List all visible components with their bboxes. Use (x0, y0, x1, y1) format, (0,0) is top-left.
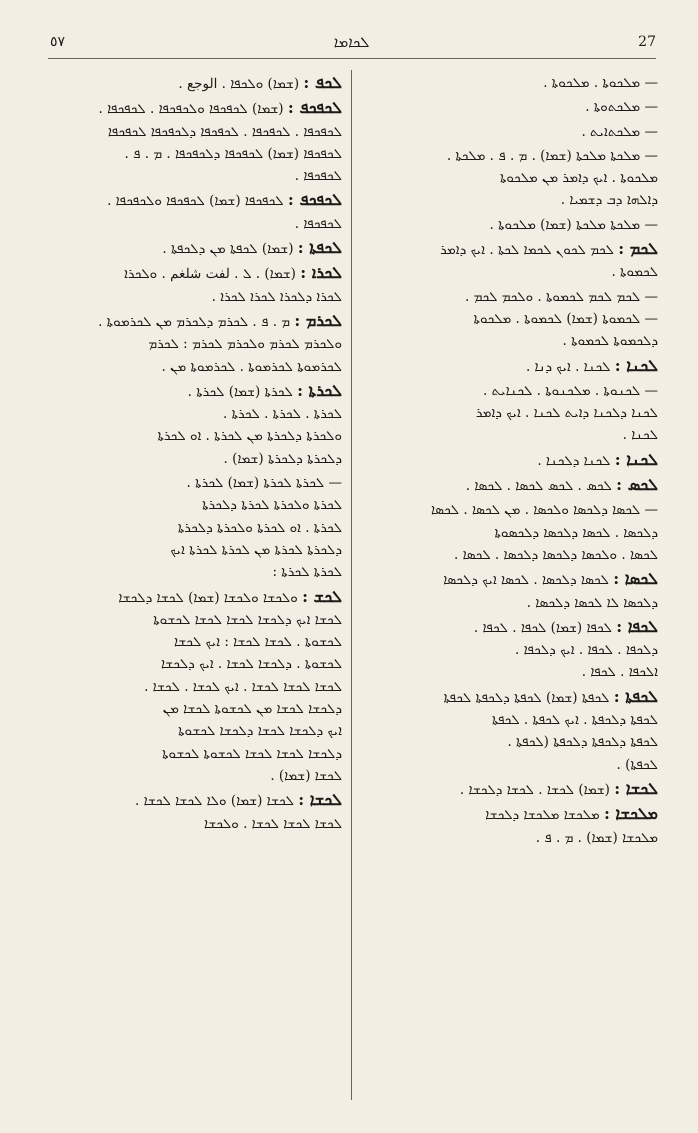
entry-line (370, 731, 658, 753)
entry-text: ܠܟܦܟܦܐ . ܠܟܦܟܦܐ . ܠܟܦܟܦܐ ܕܠܟܦܟܦܐ ܠܟܦܟܦܐ (107, 123, 342, 140)
entry-line (370, 308, 658, 330)
entry-headword: ܠܟܪܬܐ : (297, 380, 342, 400)
entry-text: ܠܟܢܐ . ܐܝܟ ܕܢܐ . (525, 358, 611, 375)
entry-line (54, 813, 342, 835)
entry-line (54, 472, 342, 494)
dictionary-entry (54, 310, 342, 378)
entry-text: ܠܟܦܟܦܐ . (294, 215, 342, 232)
entry-line (54, 165, 342, 187)
entry-text: ܕܠܟܫܐ ܠܟܫܐ ܠܟܫܐ ܠܟܫܘܬܐ ܠܟܫܘܬܐ (162, 745, 342, 762)
entry-text: ܠܟܡ ܠܟܘܢ ܠܟܡܐ ܠܟܬܐ . ܐܝܟ ܕܐܡܪ (440, 242, 614, 259)
entry-text: — ܡܠܟܬܘܬܐ . (585, 99, 658, 116)
entry-line (370, 214, 658, 236)
dictionary-entry (54, 586, 342, 788)
dictionary-entry (370, 499, 658, 566)
entry-line (370, 639, 658, 661)
entry-line (54, 333, 342, 355)
entry-text: ܘܠܟܪܬܐ ܕܠܟܪܬܐ ܡܢ ܠܟܪܬܐ . ܐܘ ܠܟܪܬܐ (157, 428, 342, 445)
entry-text: ܐܠܟܦܐ . ܠܟܦܐ . (581, 664, 658, 681)
right-column (370, 72, 658, 851)
entry-headword: ܠܟܫܐ : (614, 778, 658, 798)
entry-text: ܠܟܢܐ ܕܠܟܢܐ . (537, 452, 611, 469)
entry-text: ܠܟܦܬܐ (ܫܡܐ) ܠܟܦܬܐ ܕܠܟܦܬܐ ܠܟܦܬܐ (443, 689, 610, 706)
entry-text: ܠܟܪܬܐ (ܫܡܐ) ܠܟܪܬܐ . (187, 383, 293, 400)
entry-line (54, 189, 342, 212)
entry-headword: ܠܟܦܬܐ : (297, 238, 342, 258)
entry-line (54, 494, 342, 516)
entry-line (54, 356, 342, 378)
entry-text: ܡܠܟܘܬܐ . ܐܝܟ ܕܐܡܪ ܡܢ ܡܠܟܘܬܐ (499, 170, 658, 187)
entry-text: ܐܝܟ ܕܠܟܫܐ ܠܟܫܐ ܕܠܟܫܐ ܠܟܫܘܬܐ (178, 723, 342, 740)
dictionary-entry (370, 803, 658, 849)
entry-text: ܠܟܫܐ (ܫܡܐ) . (270, 767, 342, 784)
entry-line (54, 676, 342, 698)
entry-text: — ܡܠܟܘܬܐ . ܡܠܟܘܬܐ . (543, 75, 658, 91)
dictionary-entry (54, 262, 342, 308)
entry-line (54, 517, 342, 539)
entry-line (370, 449, 658, 472)
entry-text: ܠܟܫܘܬܐ . ܠܟܫܐ ܠܟܫܐ : ܐܝܟ ܠܟܫܐ (174, 634, 342, 651)
dictionary-entry (370, 449, 658, 472)
entry-line (370, 544, 658, 566)
entry-headword: ܠܟܦ : (303, 73, 342, 92)
entry-text: ܠܟܦܬܐ ܕܠܟܦܬܐ ܕܠܟܦܬܐ (ܠܟܦܬܐ . (507, 734, 658, 751)
entry-line (54, 586, 342, 609)
dictionary-entry (54, 472, 342, 583)
entry-text: — ܡܠܟܬܐܝܬ . (581, 123, 658, 140)
entry-line (54, 213, 342, 235)
dictionary-entry (370, 616, 658, 684)
dictionary-entry (370, 686, 658, 776)
entry-headword: ܠܟܫ : (302, 586, 342, 606)
entry-line (370, 145, 658, 167)
entry-headword: ܠܟܦܟܦ : (287, 98, 342, 118)
entry-line (370, 568, 658, 591)
entry-headword: ܡܠܟܫܐ : (603, 804, 658, 824)
entry-line (370, 286, 658, 308)
entry-line (370, 261, 658, 283)
entry-text: ܠܟܪܬܐ ܘܠܟܪܬܐ ܠܟܪܬܐ ܕܠܟܪܬܐ (202, 497, 342, 514)
entry-line (54, 286, 342, 308)
entry-line (370, 96, 658, 118)
entry-line (370, 474, 658, 497)
entry-line (54, 97, 342, 120)
entry-text: ܠܟܣ . ܠܟܣ ܠܟܣܐ . ܠܟܣܐ . (465, 478, 612, 495)
entry-text: — ܠܟܢܘܬܐ . ܡܠܟܢܘܬܐ . ܠܟܢܐܝܬ . (483, 382, 658, 399)
entry-line (54, 425, 342, 447)
entry-text: ܡܠܟܫܐ (ܫܡܐ) . ܡ . ܦ . (535, 829, 658, 846)
entry-line (54, 609, 342, 631)
entry-line (370, 72, 658, 94)
entry-text: ܠܟܪܬܐ ܠܟܪܬܐ : (272, 564, 342, 581)
entry-text: ܕܠܟܦܐ . ܠܟܦܐ . ܐܝܟ ܕܠܟܦܐ . (515, 642, 658, 659)
dictionary-entry (54, 189, 342, 235)
dictionary-entry (54, 97, 342, 187)
entry-line (370, 827, 658, 849)
entry-line (54, 743, 342, 765)
entry-text: — ܡܠܟܬܐ ܡܠܟܬܐ (ܫܡܐ) . ܡ . ܦ . ܡܠܟܬܐ . (446, 147, 658, 164)
dictionary-entry (370, 72, 658, 94)
entry-headword: ܠܟܦܟܦ : (287, 190, 342, 210)
entry-line (54, 653, 342, 675)
column-divider (351, 70, 352, 1100)
entry-line (54, 380, 342, 403)
entry-line (370, 522, 658, 544)
entry-text: ܠܟܡܘܬܐ . (611, 264, 658, 281)
entry-text: ܠܟܪܬܐ . ܠܟܪܬܐ . ܠܟܪܬܐ . (223, 406, 342, 423)
entry-line (370, 355, 658, 378)
entry-line (54, 121, 342, 143)
page-number-syriac: ٥٧ (50, 34, 66, 50)
entry-line (54, 143, 342, 165)
header-rule (48, 58, 656, 59)
entry-line (54, 765, 342, 787)
entry-headword: ܠܟܦܬܐ : (613, 686, 658, 706)
entry-headword: ܠܟܫܐ : (298, 790, 342, 810)
entry-text: ܘܠܟܪܡ ܠܟܪܡ ܘܠܟܪܡ ܠܟܪܡ : ܠܟܪܡ (148, 336, 342, 353)
entry-headword: ܠܟܢܐ : (614, 449, 658, 469)
entry-line (370, 167, 658, 189)
entry-text: ܕܠܟܪܬܐ ܠܟܪܬܐ ܡܢ ܠܟܪܬܐ ܠܟܪܬܐ ܐܝܟ (170, 541, 342, 558)
entry-headword: ܠܟܣ : (616, 475, 658, 495)
entry-text: ܡܠܟܫܐ ܡܠܟܫܐ ܕܠܟܫܐ (485, 807, 600, 824)
entry-text: ܠܟܦܟܦܐ . (294, 168, 342, 185)
entry-headword: ܠܟܡ : (618, 239, 658, 259)
entry-line (370, 661, 658, 683)
entry-headword: ܠܟܦܐ : (616, 616, 658, 636)
entry-line (54, 310, 342, 333)
dictionary-entry (370, 568, 658, 614)
page-number: 27 (638, 34, 656, 50)
entry-text: ܕܐܠܗܐ ܕܒ ܕܫܡܝܐ . (560, 192, 658, 209)
entry-line (370, 754, 658, 776)
entry-text: ܠܟܫܐ ܠܟܫܐ ܠܟܫܐ . ܐܝܟ ܠܟܫܐ . ܠܟܫܐ . (144, 678, 342, 695)
entry-text: (ܫܡܐ) ܠܟܫܐ . ܠܟܫܐ ܕܠܟܫܐ . (459, 781, 610, 798)
dictionary-entry (370, 286, 658, 353)
entry-line (54, 448, 342, 470)
entry-text: ܠܟܪܬܐ . ܐܘ ܠܟܪܬܐ ܘܠܟܪܬܐ ܕܠܟܪܬܐ (177, 519, 342, 536)
dictionary-entry (54, 237, 342, 260)
entry-line (370, 686, 658, 709)
dictionary-entry (370, 96, 658, 118)
dictionary-entry (54, 380, 342, 470)
entry-line (370, 616, 658, 639)
dictionary-entry (54, 72, 342, 95)
entry-text: ܠܟܣܐ . ܘܠܟܣܐ ܕܠܟܣܐ ܕܠܟܣܐ . ܠܟܣܐ . (454, 546, 658, 563)
entry-text: ܘܠܟܫܐ ܘܠܟܫܐ (ܫܡܐ) ܠܟܫܐ ܕܠܟܫܐ (118, 589, 298, 606)
dictionary-entry (370, 145, 658, 212)
dictionary-entry (54, 789, 342, 835)
entry-text: ܠܟܦܬܐ) . (616, 756, 658, 773)
entry-text: ܠܟܦܟܦܐ (ܫܡܐ) ܠܟܦܟܦܐ ܕܠܟܦܟܦܐ . ܡ . ܦ . (124, 145, 342, 162)
entry-text: (ܫܡܐ) ܠܟܦܟܦܐ ܘܠܟܦܟܦܐ . ܠܟܦܟܦܐ . (98, 101, 284, 118)
entry-line (370, 424, 658, 446)
left-column (54, 72, 342, 837)
entry-line (370, 499, 658, 521)
entry-text: — ܠܟܣܐ ܕܠܟܣܐ ܘܠܟܣܐ . ܡܢ ܠܟܣܐ . ܠܟܣܐ (431, 502, 658, 519)
entry-line (370, 709, 658, 731)
entry-text: ܠܟܦܟܦܐ (ܫܡܐ) ܠܟܦܟܦܐ ܘܠܟܦܟܦܐ . (107, 193, 284, 210)
entry-line (370, 803, 658, 826)
entry-headword: ܠܟܪܐ : (300, 263, 342, 283)
entry-text: (ܫܡܐ) ܠܟܦܬܐ ܡܢ ܕܠܟܦܬܐ . (162, 241, 294, 258)
entry-text: — ܠܟܡ ܠܟܡ ܠܟܡܘܬܐ . ܘܠܟܡ ܠܟܡ . (465, 288, 658, 305)
dictionary-entry (370, 214, 658, 236)
entry-text: ܠܟܦܐ (ܫܡܐ) ܠܟܦܐ . ܠܟܦܐ . (473, 619, 612, 636)
entry-text: ܠܟܪܡܘܬܐ ܠܟܪܡܘܬܐ . ܠܟܪܡܘܬܐ ܡܢ . (161, 358, 342, 375)
entry-text: ܠܟܢܐ ܕܠܟܢܐ ܕܐܝܬ ܠܟܢܐ . ܐܝܟ ܕܐܡܪ (475, 405, 658, 422)
entry-text: ܠܟܫܐ (ܫܡܐ) ܘܠܐ ܠܟܫܐ ܠܟܫܐ . (134, 793, 294, 810)
entry-text: ܠܟܫܘܬܐ . ܕܠܟܫܐ ܠܟܫܐ . ܐܝܟ ܕܠܟܫܐ (160, 656, 342, 673)
entry-line (370, 380, 658, 402)
dictionary-entry (370, 238, 658, 284)
entry-headword: ܠܟܣܐ : (613, 569, 658, 589)
entry-text: (ܫܡܐ) . ܠ . لفت شلغم . ܘܠܟܪܐ (124, 266, 296, 283)
entry-text: ܕܠܟܣܐ ܠܐ ܠܟܣܐ ܕܠܟܣܐ . (526, 594, 658, 611)
entry-line (54, 720, 342, 742)
entry-text: — ܠܟܡܘܬܐ (ܫܡܐ) ܠܟܡܘܬܐ . ܡܠܟܘܬܐ (473, 310, 658, 327)
entry-text: ܕܠܟܫܐ ܠܟܫܐ ܡܢ ܠܟܫܘܬܐ ܠܟܫܐ ܡܢ (162, 701, 342, 718)
entry-line (54, 403, 342, 425)
entry-text: ܡ . ܦ . ܠܟܪܡ ܕܠܟܪܡ ܡܢ ܠܟܪܡܘܬܐ . (98, 313, 291, 330)
entry-text: ܕܠܟܣܐ . ܠܟܣܐ ܕܠܟܣܐ ܕܠܟܣܘܬܐ (494, 524, 658, 541)
entry-text: (ܫܡܐ) ܘܠܟܦܐ . الوجع . (178, 76, 300, 92)
entry-text: — ܠܟܪܬܐ ܠܟܪܬܐ (ܫܡܐ) ܠܟܪܬܐ . (186, 475, 342, 492)
page-header (50, 30, 656, 54)
dictionary-entry (370, 778, 658, 801)
entry-line (54, 789, 342, 812)
running-head: ܠܟܐܡܐ (333, 33, 370, 51)
dictionary-entry (370, 355, 658, 378)
entry-text: ܠܟܪܐ ܕܠܟܪܐ ܠܟܪܐ ܠܟܪܐ . (211, 288, 342, 305)
dictionary-entry (370, 474, 658, 497)
entry-line (370, 189, 658, 211)
entry-line (370, 330, 658, 352)
entry-text: ܠܟܫܐ ܐܝܟ ܕܠܟܫܐ ܠܟܫܐ ܠܟܫܐ ܠܟܫܘܬܐ (153, 611, 342, 628)
entry-line (370, 121, 658, 143)
entry-line (54, 698, 342, 720)
entry-line (370, 592, 658, 614)
entry-line (54, 72, 342, 95)
entry-line (54, 262, 342, 285)
entry-text: ܠܟܫܐ ܠܟܫܐ ܠܟܫܐ . ܘܠܟܫܐ (204, 815, 342, 832)
dictionary-entry (370, 380, 658, 447)
entry-line (370, 238, 658, 261)
entry-text: ܕܠܟܡܘܬܐ ܠܟܡܘܬܐ . (562, 333, 658, 350)
entry-line (54, 631, 342, 653)
entry-line (370, 778, 658, 801)
entry-line (370, 402, 658, 424)
entry-line (54, 561, 342, 583)
entry-text: ܠܟܣܐ ܕܠܟܣܐ . ܠܟܣܐ ܐܝܟ ܕܠܟܣܐ (443, 572, 609, 589)
entry-text: — ܡܠܟܬܐ ܡܠܟܬܐ (ܫܡܐ) ܡܠܟܘܬܐ . (489, 216, 658, 233)
entry-line (54, 539, 342, 561)
dictionary-entry (370, 121, 658, 143)
entry-line (54, 237, 342, 260)
entry-headword: ܠܟܪܡ : (294, 310, 342, 330)
entry-text: ܕܠܟܪܬܐ ܕܠܟܪܬܐ (ܫܡܐ) . (223, 450, 342, 467)
entry-text: ܠܟܢܐ . (622, 427, 658, 444)
entry-headword: ܠܟܢܐ : (614, 355, 658, 375)
entry-text: ܠܟܦܬܐ ܕܠܟܦܬܐ . ܐܝܟ ܠܟܦܬܐ . ܠܟܦܬܐ (492, 712, 658, 729)
